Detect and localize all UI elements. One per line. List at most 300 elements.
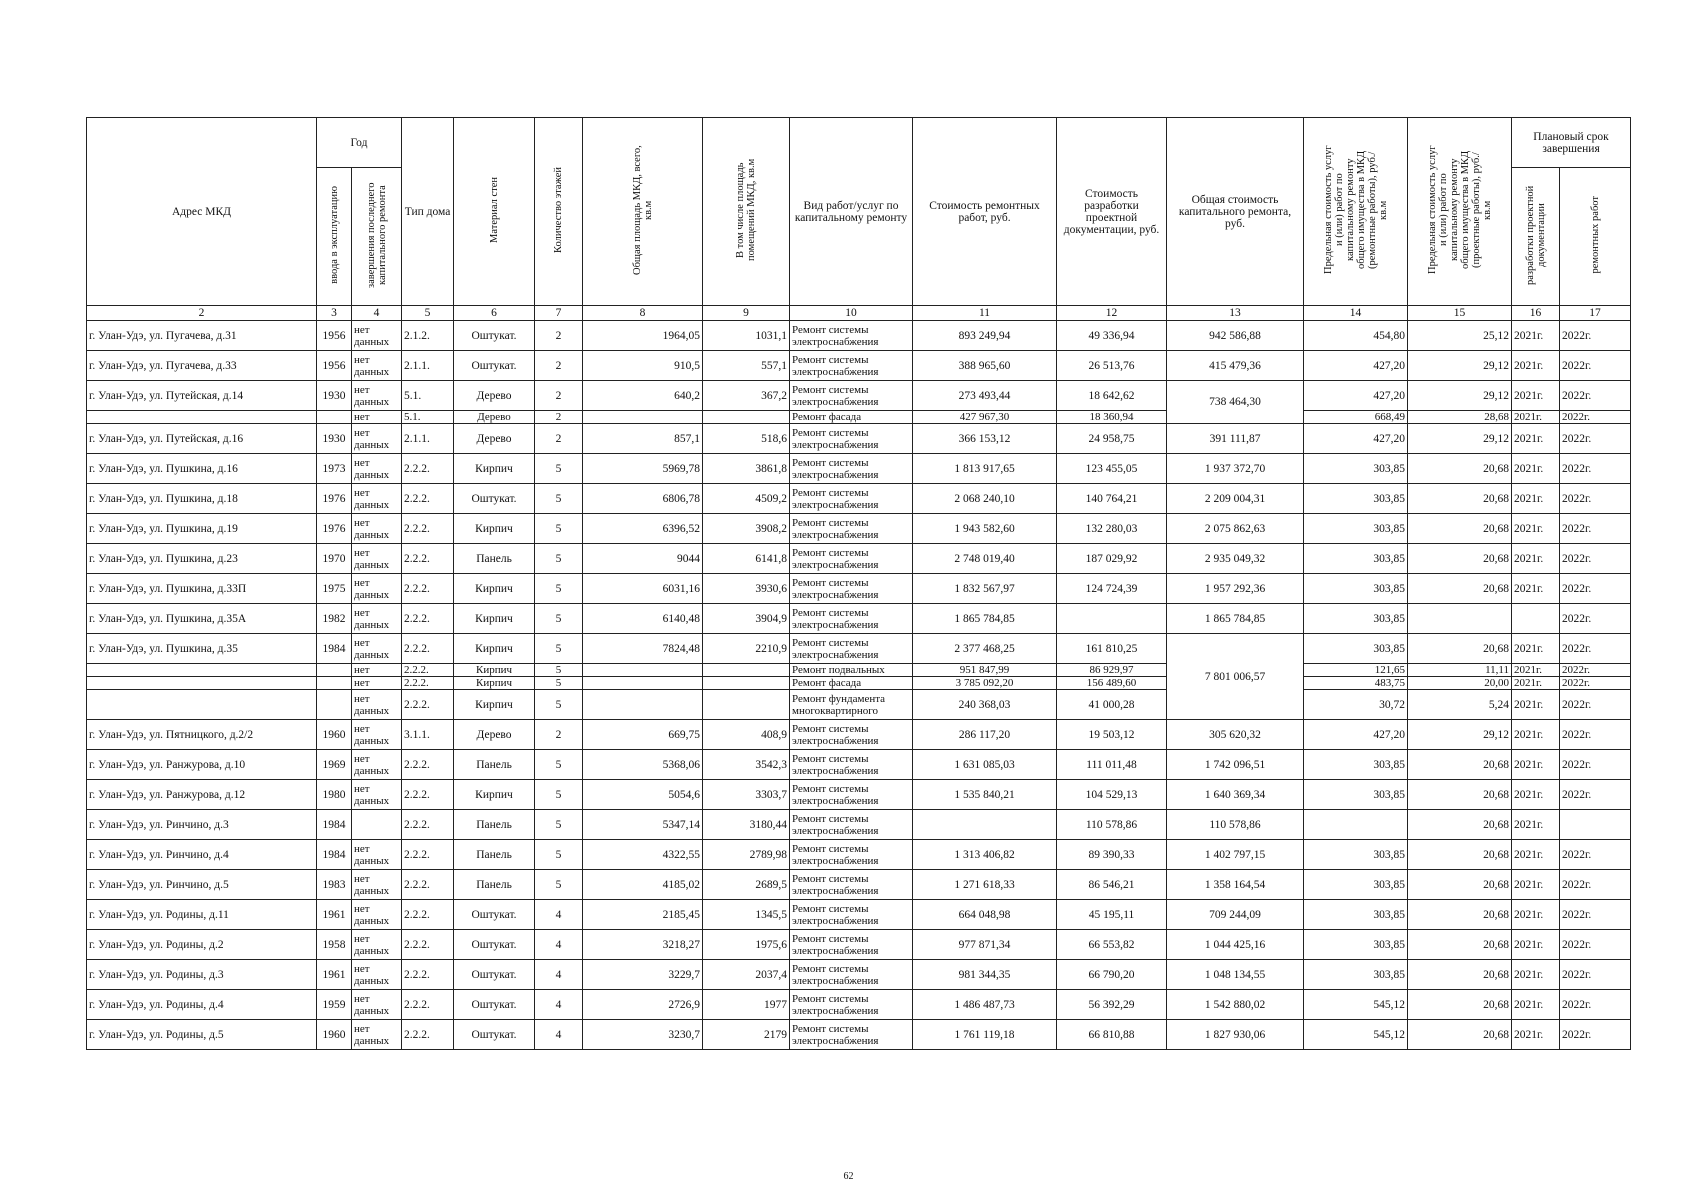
header-limit-design: Предельная стоимость услуг и (или) работ по капитальному ремонту общего имущества в МКД (проектные работы), руб./кв.м [1408, 118, 1512, 306]
wall-material-cell: Оштукат. [454, 930, 535, 960]
limit-design-cell: 20,68 [1408, 514, 1512, 544]
work-type-cell: Ремонт фасада [790, 677, 913, 690]
house-type-cell: 3.1.1. [402, 720, 454, 750]
work-type-cell: Ремонт системы электроснабжения [790, 960, 913, 990]
design-cost-cell [1057, 604, 1167, 634]
total-cost-cell: 110 578,86 [1167, 810, 1304, 840]
limit-design-cell: 20,68 [1408, 544, 1512, 574]
limit-repair-cell: 303,85 [1304, 780, 1408, 810]
design-cost-cell: 49 336,94 [1057, 321, 1167, 351]
total-cost-cell: 1 865 784,85 [1167, 604, 1304, 634]
total-cost-cell: 1 937 372,70 [1167, 454, 1304, 484]
column-number-cell: 16 [1512, 306, 1560, 321]
work-type-cell: Ремонт системы электроснабжения [790, 900, 913, 930]
wall-material-cell: Кирпич [454, 634, 535, 664]
premises-area-cell: 557,1 [703, 351, 790, 381]
year-commission-cell [317, 677, 352, 690]
floors-cell: 2 [535, 424, 583, 454]
address-cell: г. Улан-Удэ, ул. Пятницкого, д.2/2 [87, 720, 317, 750]
limit-design-cell: 20,68 [1408, 1020, 1512, 1050]
design-cost-cell: 140 764,21 [1057, 484, 1167, 514]
total-area-cell: 640,2 [583, 381, 703, 411]
premises-area-cell: 3904,9 [703, 604, 790, 634]
house-type-cell: 2.2.2. [402, 574, 454, 604]
design-cost-cell: 18 360,94 [1057, 411, 1167, 424]
repair-cost-cell: 2 068 240,10 [913, 484, 1057, 514]
planned-repair-cell: 2022г. [1560, 351, 1631, 381]
column-number-cell: 4 [352, 306, 402, 321]
table-row [87, 604, 1631, 634]
planned-design-cell: 2021г. [1512, 664, 1560, 677]
limit-design-cell [1408, 604, 1512, 634]
house-type-cell: 2.1.1. [402, 351, 454, 381]
repair-cost-cell: 1 535 840,21 [913, 780, 1057, 810]
house-type-cell: 2.2.2. [402, 810, 454, 840]
design-cost-cell: 41 000,28 [1057, 690, 1167, 720]
table-row [87, 454, 1631, 484]
limit-design-cell: 20,68 [1408, 780, 1512, 810]
total-area-cell: 6806,78 [583, 484, 703, 514]
total-cost-cell: 2 075 862,63 [1167, 514, 1304, 544]
house-type-cell: 2.2.2. [402, 664, 454, 677]
premises-area-cell: 3542,3 [703, 750, 790, 780]
premises-area-cell [703, 664, 790, 677]
total-cost-cell: 1 640 369,34 [1167, 780, 1304, 810]
limit-repair-cell: 427,20 [1304, 720, 1408, 750]
table-body [87, 321, 1631, 1050]
house-type-cell: 2.2.2. [402, 900, 454, 930]
design-cost-cell: 187 029,92 [1057, 544, 1167, 574]
house-type-cell: 5.1. [402, 381, 454, 411]
total-cost-cell: 942 586,88 [1167, 321, 1304, 351]
address-cell: г. Улан-Удэ, ул. Пушкина, д.16 [87, 454, 317, 484]
year-commission-cell: 1930 [317, 424, 352, 454]
page-number: 62 [843, 1171, 854, 1182]
floors-cell: 2 [535, 720, 583, 750]
limit-repair-cell: 303,85 [1304, 840, 1408, 870]
work-type-cell: Ремонт системы электроснабжения [790, 544, 913, 574]
total-cost-cell: 305 620,32 [1167, 720, 1304, 750]
design-cost-cell: 24 958,75 [1057, 424, 1167, 454]
column-number-cell: 12 [1057, 306, 1167, 321]
floors-cell: 5 [535, 574, 583, 604]
floors-cell: 5 [535, 677, 583, 690]
floors-cell: 4 [535, 930, 583, 960]
design-cost-cell: 89 390,33 [1057, 840, 1167, 870]
house-type-cell: 2.2.2. [402, 960, 454, 990]
planned-design-cell: 2021г. [1512, 544, 1560, 574]
repair-cost-cell: 664 048,98 [913, 900, 1057, 930]
repair-cost-cell: 427 967,30 [913, 411, 1057, 424]
year-commission-cell: 1976 [317, 514, 352, 544]
year-last-repair-cell: нет данных [352, 574, 402, 604]
planned-design-cell: 2021г. [1512, 321, 1560, 351]
work-type-cell: Ремонт системы электроснабжения [790, 990, 913, 1020]
address-cell: г. Улан-Удэ, ул. Ранжурова, д.12 [87, 780, 317, 810]
work-type-cell: Ремонт системы электроснабжения [790, 484, 913, 514]
address-cell [87, 664, 317, 677]
repair-cost-cell: 366 153,12 [913, 424, 1057, 454]
house-type-cell: 2.2.2. [402, 604, 454, 634]
total-area-cell: 5054,6 [583, 780, 703, 810]
planned-repair-cell: 2022г. [1560, 870, 1631, 900]
limit-design-cell: 20,68 [1408, 930, 1512, 960]
table-row [87, 1020, 1631, 1050]
table-row [87, 677, 1631, 690]
table-row [87, 960, 1631, 990]
capital-repair-table [86, 117, 1631, 1050]
header-total-cost: Общая стоимость капитального ремонта, руб. [1167, 118, 1304, 306]
repair-cost-cell: 1 943 582,60 [913, 514, 1057, 544]
planned-design-cell: 2021г. [1512, 900, 1560, 930]
address-cell: г. Улан-Удэ, ул. Родины, д.5 [87, 1020, 317, 1050]
total-area-cell [583, 664, 703, 677]
address-cell: г. Улан-Удэ, ул. Пушкина, д.35 [87, 634, 317, 664]
floors-cell: 5 [535, 544, 583, 574]
year-last-repair-cell: нет данных [352, 321, 402, 351]
planned-repair-cell: 2022г. [1560, 424, 1631, 454]
year-commission-cell: 1960 [317, 1020, 352, 1050]
limit-design-cell: 20,68 [1408, 574, 1512, 604]
year-last-repair-cell: нет данных [352, 514, 402, 544]
repair-cost-cell: 893 249,94 [913, 321, 1057, 351]
floors-cell: 4 [535, 1020, 583, 1050]
floors-cell: 2 [535, 321, 583, 351]
total-area-cell: 910,5 [583, 351, 703, 381]
limit-design-cell: 29,12 [1408, 424, 1512, 454]
header-year-last-repair: завершения последнего капитального ремонта [352, 168, 402, 306]
year-commission-cell [317, 411, 352, 424]
repair-cost-cell: 977 871,34 [913, 930, 1057, 960]
work-type-cell: Ремонт системы электроснабжения [790, 604, 913, 634]
wall-material-cell: Панель [454, 840, 535, 870]
limit-repair-cell: 303,85 [1304, 930, 1408, 960]
work-type-cell: Ремонт фундамента многоквартирного [790, 690, 913, 720]
house-type-cell: 2.2.2. [402, 990, 454, 1020]
year-last-repair-cell: нет данных [352, 780, 402, 810]
total-area-cell: 5347,14 [583, 810, 703, 840]
total-area-cell: 4185,02 [583, 870, 703, 900]
planned-design-cell: 2021г. [1512, 990, 1560, 1020]
header-year-commission: ввода в эксплуатацию [317, 168, 352, 306]
planned-repair-cell: 2022г. [1560, 930, 1631, 960]
limit-repair-cell: 303,85 [1304, 544, 1408, 574]
table-row [87, 900, 1631, 930]
header-year-group: Год [317, 118, 402, 168]
house-type-cell: 2.2.2. [402, 780, 454, 810]
table-row [87, 930, 1631, 960]
total-cost-cell: 391 111,87 [1167, 424, 1304, 454]
year-commission-cell: 1970 [317, 544, 352, 574]
table-row [87, 750, 1631, 780]
total-area-cell: 9044 [583, 544, 703, 574]
planned-design-cell: 2021г. [1512, 840, 1560, 870]
total-cost-cell: 2 209 004,31 [1167, 484, 1304, 514]
year-last-repair-cell: нет данных [352, 750, 402, 780]
year-last-repair-cell: нет данных [352, 900, 402, 930]
wall-material-cell: Оштукат. [454, 1020, 535, 1050]
house-type-cell: 2.2.2. [402, 454, 454, 484]
limit-design-cell: 20,68 [1408, 750, 1512, 780]
address-cell: г. Улан-Удэ, ул. Путейская, д.14 [87, 381, 317, 411]
floors-cell: 5 [535, 750, 583, 780]
wall-material-cell: Оштукат. [454, 960, 535, 990]
address-cell [87, 677, 317, 690]
planned-design-cell: 2021г. [1512, 411, 1560, 424]
total-area-cell: 3218,27 [583, 930, 703, 960]
house-type-cell: 2.1.1. [402, 424, 454, 454]
planned-repair-cell: 2022г. [1560, 677, 1631, 690]
design-cost-cell: 123 455,05 [1057, 454, 1167, 484]
year-commission-cell: 1983 [317, 870, 352, 900]
planned-design-cell: 2021г. [1512, 720, 1560, 750]
premises-area-cell: 3930,6 [703, 574, 790, 604]
wall-material-cell: Кирпич [454, 677, 535, 690]
limit-design-cell: 29,12 [1408, 720, 1512, 750]
planned-design-cell: 2021г. [1512, 960, 1560, 990]
repair-cost-cell: 981 344,35 [913, 960, 1057, 990]
planned-repair-cell: 2022г. [1560, 544, 1631, 574]
year-last-repair-cell: нет данных [352, 544, 402, 574]
wall-material-cell: Панель [454, 810, 535, 840]
limit-design-cell: 29,12 [1408, 381, 1512, 411]
repair-cost-cell: 1 271 618,33 [913, 870, 1057, 900]
limit-repair-cell: 427,20 [1304, 351, 1408, 381]
table-row [87, 544, 1631, 574]
limit-repair-cell: 303,85 [1304, 454, 1408, 484]
address-cell: г. Улан-Удэ, ул. Путейская, д.16 [87, 424, 317, 454]
address-cell: г. Улан-Удэ, ул. Ранжурова, д.10 [87, 750, 317, 780]
floors-cell: 2 [535, 381, 583, 411]
planned-design-cell: 2021г. [1512, 677, 1560, 690]
repair-cost-cell: 2 377 468,25 [913, 634, 1057, 664]
floors-cell: 5 [535, 634, 583, 664]
premises-area-cell: 6141,8 [703, 544, 790, 574]
work-type-cell: Ремонт системы электроснабжения [790, 840, 913, 870]
planned-design-cell: 2021г. [1512, 424, 1560, 454]
address-cell: г. Улан-Удэ, ул. Пугачева, д.33 [87, 351, 317, 381]
column-number-cell: 17 [1560, 306, 1631, 321]
planned-design-cell: 2021г. [1512, 870, 1560, 900]
wall-material-cell: Дерево [454, 424, 535, 454]
limit-repair-cell: 303,85 [1304, 900, 1408, 930]
repair-cost-cell: 2 748 019,40 [913, 544, 1057, 574]
design-cost-cell: 45 195,11 [1057, 900, 1167, 930]
house-type-cell: 2.2.2. [402, 514, 454, 544]
total-cost-cell: 415 479,36 [1167, 351, 1304, 381]
house-type-cell: 2.2.2. [402, 544, 454, 574]
limit-repair-cell: 545,12 [1304, 1020, 1408, 1050]
design-cost-cell: 110 578,86 [1057, 810, 1167, 840]
premises-area-cell: 3908,2 [703, 514, 790, 544]
house-type-cell: 2.2.2. [402, 750, 454, 780]
work-type-cell: Ремонт системы электроснабжения [790, 870, 913, 900]
planned-design-cell: 2021г. [1512, 690, 1560, 720]
planned-repair-cell: 2022г. [1560, 484, 1631, 514]
house-type-cell: 2.2.2. [402, 870, 454, 900]
limit-design-cell: 11,11 [1408, 664, 1512, 677]
planned-repair-cell: 2022г. [1560, 381, 1631, 411]
floors-cell: 5 [535, 840, 583, 870]
floors-cell: 5 [535, 810, 583, 840]
year-commission-cell: 1961 [317, 960, 352, 990]
column-number-cell: 2 [87, 306, 317, 321]
year-last-repair-cell: нет [352, 411, 402, 424]
planned-repair-cell [1560, 810, 1631, 840]
design-cost-cell: 86 546,21 [1057, 870, 1167, 900]
premises-area-cell: 1977 [703, 990, 790, 1020]
work-type-cell: Ремонт системы электроснабжения [790, 321, 913, 351]
year-last-repair-cell: нет данных [352, 484, 402, 514]
table-row [87, 321, 1631, 351]
limit-design-cell: 20,68 [1408, 634, 1512, 664]
repair-cost-cell: 1 813 917,65 [913, 454, 1057, 484]
premises-area-cell: 3303,7 [703, 780, 790, 810]
planned-design-cell: 2021г. [1512, 750, 1560, 780]
premises-area-cell: 4509,2 [703, 484, 790, 514]
wall-material-cell: Дерево [454, 411, 535, 424]
column-number-cell: 9 [703, 306, 790, 321]
wall-material-cell: Оштукат. [454, 990, 535, 1020]
limit-design-cell: 20,68 [1408, 454, 1512, 484]
header-design-cost: Стоимость разработки проектной документации, руб. [1057, 118, 1167, 306]
design-cost-cell: 19 503,12 [1057, 720, 1167, 750]
address-cell: г. Улан-Удэ, ул. Пугачева, д.31 [87, 321, 317, 351]
house-type-cell: 2.2.2. [402, 1020, 454, 1050]
total-area-cell [583, 677, 703, 690]
wall-material-cell: Оштукат. [454, 484, 535, 514]
header-limit-repair: Предельная стоимость услуг и (или) работ по капитальному ремонту общего имущества в МКД (ремонтные работы), руб./кв.м [1304, 118, 1408, 306]
planned-design-cell: 2021г. [1512, 810, 1560, 840]
column-number-cell: 15 [1408, 306, 1512, 321]
wall-material-cell: Кирпич [454, 780, 535, 810]
limit-repair-cell: 668,49 [1304, 411, 1408, 424]
address-cell [87, 690, 317, 720]
year-last-repair-cell: нет данных [352, 454, 402, 484]
limit-repair-cell: 121,65 [1304, 664, 1408, 677]
repair-cost-cell: 1 486 487,73 [913, 990, 1057, 1020]
planned-repair-cell: 2022г. [1560, 454, 1631, 484]
planned-design-cell: 2021г. [1512, 780, 1560, 810]
house-type-cell: 2.1.2. [402, 321, 454, 351]
limit-repair-cell: 303,85 [1304, 604, 1408, 634]
address-cell: г. Улан-Удэ, ул. Пушкина, д.35А [87, 604, 317, 634]
year-commission-cell: 1975 [317, 574, 352, 604]
year-commission-cell: 1958 [317, 930, 352, 960]
work-type-cell: Ремонт системы электроснабжения [790, 351, 913, 381]
house-type-cell: 2.2.2. [402, 690, 454, 720]
wall-material-cell: Оштукат. [454, 351, 535, 381]
planned-repair-cell: 2022г. [1560, 690, 1631, 720]
work-type-cell: Ремонт системы электроснабжения [790, 454, 913, 484]
planned-design-cell: 2021г. [1512, 574, 1560, 604]
repair-cost-cell: 1 313 406,82 [913, 840, 1057, 870]
address-cell: г. Улан-Удэ, ул. Пушкина, д.23 [87, 544, 317, 574]
total-cost-cell: 1 402 797,15 [1167, 840, 1304, 870]
planned-repair-cell: 2022г. [1560, 900, 1631, 930]
work-type-cell: Ремонт системы электроснабжения [790, 381, 913, 411]
header-wall-material: Материал стен [454, 118, 535, 306]
limit-repair-cell: 303,85 [1304, 574, 1408, 604]
table-row [87, 664, 1631, 677]
total-area-cell: 669,75 [583, 720, 703, 750]
total-cost-cell: 1 542 880,02 [1167, 990, 1304, 1020]
planned-design-cell: 2021г. [1512, 634, 1560, 664]
wall-material-cell: Кирпич [454, 514, 535, 544]
total-cost-cell: 709 244,09 [1167, 900, 1304, 930]
address-cell [87, 411, 317, 424]
column-number-row [87, 306, 1631, 321]
premises-area-cell: 2037,4 [703, 960, 790, 990]
wall-material-cell: Кирпич [454, 574, 535, 604]
table-row [87, 780, 1631, 810]
year-last-repair-cell: нет данных [352, 424, 402, 454]
house-type-cell: 2.2.2. [402, 840, 454, 870]
year-last-repair-cell: нет данных [352, 604, 402, 634]
column-number-cell: 3 [317, 306, 352, 321]
total-area-cell: 1964,05 [583, 321, 703, 351]
work-type-cell: Ремонт системы электроснабжения [790, 1020, 913, 1050]
work-type-cell: Ремонт системы электроснабжения [790, 780, 913, 810]
table-row [87, 351, 1631, 381]
total-area-cell [583, 690, 703, 720]
premises-area-cell: 2789,98 [703, 840, 790, 870]
planned-repair-cell: 2022г. [1560, 750, 1631, 780]
year-commission-cell: 1984 [317, 634, 352, 664]
limit-repair-cell: 454,80 [1304, 321, 1408, 351]
floors-cell: 5 [535, 690, 583, 720]
year-last-repair-cell: нет данных [352, 990, 402, 1020]
year-last-repair-cell: нет данных [352, 960, 402, 990]
limit-design-cell: 28,68 [1408, 411, 1512, 424]
planned-design-cell: 2021г. [1512, 930, 1560, 960]
planned-design-cell [1512, 604, 1560, 634]
design-cost-cell: 18 642,62 [1057, 381, 1167, 411]
total-cost-cell: 2 935 049,32 [1167, 544, 1304, 574]
house-type-cell: 2.2.2. [402, 634, 454, 664]
wall-material-cell: Кирпич [454, 690, 535, 720]
floors-cell: 5 [535, 870, 583, 900]
repair-cost-cell: 1 631 085,03 [913, 750, 1057, 780]
limit-design-cell: 5,24 [1408, 690, 1512, 720]
address-cell: г. Улан-Удэ, ул. Пушкина, д.19 [87, 514, 317, 544]
limit-design-cell: 20,68 [1408, 810, 1512, 840]
address-cell: г. Улан-Удэ, ул. Пушкина, д.33П [87, 574, 317, 604]
table-row [87, 810, 1631, 840]
wall-material-cell: Кирпич [454, 604, 535, 634]
year-last-repair-cell [352, 810, 402, 840]
design-cost-cell: 66 810,88 [1057, 1020, 1167, 1050]
limit-repair-cell: 303,85 [1304, 514, 1408, 544]
planned-repair-cell: 2022г. [1560, 960, 1631, 990]
year-last-repair-cell: нет данных [352, 690, 402, 720]
repair-cost-cell: 1 865 784,85 [913, 604, 1057, 634]
limit-design-cell: 29,12 [1408, 351, 1512, 381]
year-last-repair-cell: нет данных [352, 1020, 402, 1050]
year-commission-cell: 1973 [317, 454, 352, 484]
limit-repair-cell: 545,12 [1304, 990, 1408, 1020]
floors-cell: 5 [535, 780, 583, 810]
repair-cost-cell: 1 761 119,18 [913, 1020, 1057, 1050]
header-address: Адрес МКД [87, 118, 317, 306]
limit-repair-cell: 303,85 [1304, 750, 1408, 780]
planned-repair-cell: 2022г. [1560, 720, 1631, 750]
repair-cost-cell: 3 785 092,20 [913, 677, 1057, 690]
address-cell: г. Улан-Удэ, ул. Родины, д.2 [87, 930, 317, 960]
wall-material-cell: Панель [454, 870, 535, 900]
year-commission-cell: 1930 [317, 381, 352, 411]
work-type-cell: Ремонт фасада [790, 411, 913, 424]
